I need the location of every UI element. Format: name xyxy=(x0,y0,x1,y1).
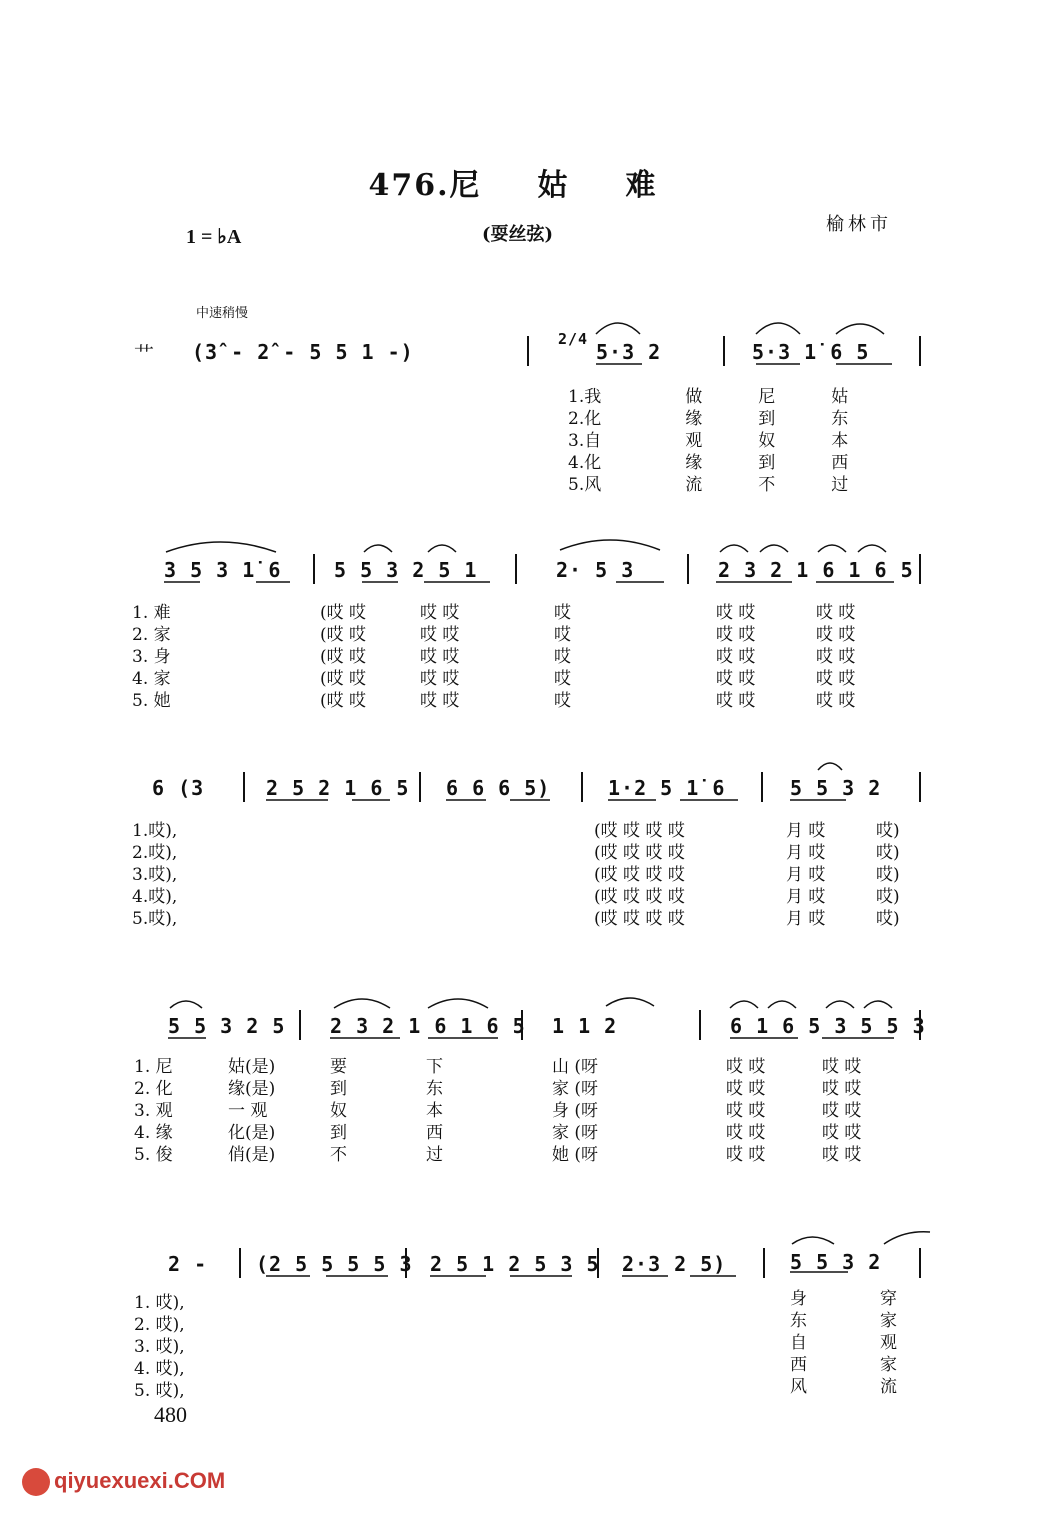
lyric-syllable: 哎 哎 xyxy=(816,691,856,711)
lyric-syllable: 西 xyxy=(831,453,849,473)
lyric-row xyxy=(554,686,571,711)
lyric-syllable: (哎 哎 哎 哎 xyxy=(594,821,685,841)
lyric-syllable: 哎 哎 xyxy=(716,647,756,667)
lyric-syllable: 哎 哎 xyxy=(816,603,856,623)
lyric-syllable: 哎) xyxy=(876,843,900,863)
site-watermark xyxy=(22,1468,225,1496)
slur xyxy=(730,1001,758,1008)
lyric-syllable: 一 观 xyxy=(228,1101,268,1121)
lyric-syllable: 哎) xyxy=(876,887,900,907)
measure-notes: 2· 5 3 xyxy=(556,558,635,582)
title-char: 姑 xyxy=(537,168,570,203)
lyric-syllable: 月 哎 xyxy=(786,909,826,929)
lyric-syllable: 哎 哎 xyxy=(726,1101,766,1121)
lyric-syllable: 哎 哎 xyxy=(420,603,460,623)
lyric-syllable: (哎 哎 哎 哎 xyxy=(594,909,685,929)
lyric-syllable: 哎 哎 xyxy=(420,647,460,667)
measure-notes: 5 5 3 2 5 xyxy=(168,1014,286,1038)
lyric-syllable: 缘(是) xyxy=(228,1079,276,1099)
lyric-syllable: 1. 尼 xyxy=(134,1057,173,1077)
measure-notes: 2 - xyxy=(168,1252,208,1276)
slur xyxy=(768,1001,796,1008)
slur xyxy=(560,540,660,550)
watermark-logo-icon xyxy=(22,1468,50,1496)
lyric-syllable: (哎 哎 哎 哎 xyxy=(594,865,685,885)
lyric-syllable: 哎 哎 xyxy=(726,1057,766,1077)
lyric-syllable: 到 xyxy=(330,1123,347,1143)
lyric-syllable: 化(是) xyxy=(228,1123,276,1143)
lyric-syllable: 3.自 xyxy=(568,431,602,451)
lyric-syllable: (哎 哎 xyxy=(320,625,367,645)
lyric-syllable: 哎 哎 xyxy=(822,1123,862,1143)
title-char: 尼 xyxy=(449,168,482,203)
lyric-syllable: 2.化 xyxy=(568,409,602,429)
lyric-syllable: 哎 xyxy=(554,691,571,711)
lyric-syllable: 2. 家 xyxy=(132,625,171,645)
lyric-syllable: 2.哎), xyxy=(132,843,178,863)
lyric-syllable: 哎 哎 xyxy=(716,603,756,623)
lyric-syllable: 过 xyxy=(426,1145,443,1165)
slur xyxy=(884,1232,930,1244)
slur xyxy=(364,545,392,552)
lyric-syllable: 哎 哎 xyxy=(716,691,756,711)
lyric-syllable: 过 xyxy=(831,475,849,495)
key-signature: 1 = ♭A xyxy=(186,226,242,248)
lyric-syllable: 1.哎), xyxy=(132,821,178,841)
lyric-syllable: 自 xyxy=(790,1333,807,1353)
lyric-syllable: 家 (呀 xyxy=(552,1123,599,1143)
lyric-syllable: 哎 哎 xyxy=(726,1079,766,1099)
lyric-syllable: 哎 xyxy=(554,625,571,645)
lyric-syllable: 哎 xyxy=(554,669,571,689)
slur xyxy=(858,545,886,552)
lyric-syllable: 4.化 xyxy=(568,453,602,473)
lyric-syllable: 月 哎 xyxy=(786,865,826,885)
lyric-row xyxy=(132,686,171,711)
measure-notes: 5 5 3 2 xyxy=(790,1250,882,1274)
lyric-syllable: 不 xyxy=(330,1145,347,1165)
lyric-syllable: (哎 哎 xyxy=(320,691,367,711)
lyric-syllable: 缘 xyxy=(685,409,703,429)
lyric-syllable: 本 xyxy=(426,1101,443,1121)
slur xyxy=(818,545,846,552)
lyric-syllable: 1.我 xyxy=(568,387,602,407)
slur xyxy=(818,763,842,770)
lyric-syllable: 哎 xyxy=(554,603,571,623)
measure-notes: 2 3 2 1 6 1 6 5 xyxy=(330,1014,526,1038)
lyric-syllable: 4. 家 xyxy=(132,669,171,689)
lyric-syllable: 哎 哎 xyxy=(816,669,856,689)
title-char: 难 xyxy=(625,168,658,203)
page-number: 480 xyxy=(154,1402,187,1427)
lyric-row xyxy=(320,686,366,711)
lyric-syllable: 观 xyxy=(880,1333,897,1353)
lyric-syllable: 流 xyxy=(685,475,703,495)
lyric-syllable: 哎 哎 xyxy=(816,647,856,667)
lyric-row xyxy=(716,686,755,711)
song-title xyxy=(0,160,1054,204)
lyric-syllable: 3. 身 xyxy=(132,647,171,667)
lyric-syllable: 哎 xyxy=(554,647,571,667)
lyric-row xyxy=(816,686,855,711)
slur xyxy=(836,324,884,334)
genre-label: (耍丝弦) xyxy=(482,224,554,245)
slur xyxy=(760,545,788,552)
lyric-syllable: 做 xyxy=(685,387,703,407)
lyric-syllable: 东 xyxy=(831,409,849,429)
lyric-syllable: 哎 哎 xyxy=(420,691,460,711)
lyric-syllable: 山 (呀 xyxy=(552,1057,599,1077)
slur xyxy=(170,1001,202,1008)
lyric-syllable: 风 xyxy=(790,1377,807,1397)
lyric-syllable: 5. 俊 xyxy=(134,1145,173,1165)
measure-notes: 2 3 2 1 6 1 6 5 xyxy=(718,558,914,582)
slur xyxy=(826,1001,854,1008)
lyric-syllable: 穿 xyxy=(880,1289,897,1309)
measure-notes: 2 5 2 1 6 5 xyxy=(266,776,410,800)
lyric-row xyxy=(568,470,848,495)
lyric-syllable: 哎 哎 xyxy=(420,625,460,645)
lyric-syllable: 下 xyxy=(426,1057,443,1077)
lyric-row xyxy=(420,686,459,711)
measure-notes: 2·3 2 5) xyxy=(622,1252,727,1276)
lyric-syllable: 哎 哎 xyxy=(816,625,856,645)
lyric-syllable: 身 xyxy=(790,1289,807,1309)
lyric-syllable: 观 xyxy=(685,431,703,451)
lyric-syllable: 哎 哎 xyxy=(726,1123,766,1143)
lyric-syllable: 3. 观 xyxy=(134,1101,173,1121)
time-signature: 2/4 xyxy=(558,330,589,348)
lyric-syllable: 姑 xyxy=(831,387,849,407)
lyric-syllable: 西 xyxy=(790,1355,807,1375)
slur xyxy=(166,542,276,552)
lyric-syllable: 身 (呀 xyxy=(552,1101,599,1121)
lyric-syllable: 1. 难 xyxy=(132,603,171,623)
lyric-syllable: 家 xyxy=(880,1311,897,1331)
lyric-syllable: 4.哎), xyxy=(132,887,178,907)
measure-notes: 5·3 1̇ 6 5 xyxy=(752,340,870,364)
lyric-syllable: (哎 哎 xyxy=(320,603,367,623)
lyric-syllable: 5.风 xyxy=(568,475,602,495)
slur xyxy=(334,999,390,1008)
lyric-syllable: 5. 哎), xyxy=(134,1381,185,1401)
lyric-syllable: 不 xyxy=(758,475,776,495)
lyric-syllable: 月 哎 xyxy=(786,843,826,863)
lyric-syllable: 哎 哎 xyxy=(716,669,756,689)
lyric-syllable: 月 哎 xyxy=(786,821,826,841)
lyric-syllable: 3.哎), xyxy=(132,865,178,885)
slur xyxy=(792,1237,834,1244)
lyric-syllable: 奴 xyxy=(330,1101,347,1121)
lyric-syllable: 要 xyxy=(330,1057,347,1077)
lyric-syllable: (哎 哎 xyxy=(320,647,367,667)
lyric-syllable: 姑(是) xyxy=(228,1057,276,1077)
song-number: 476. xyxy=(368,168,450,203)
lyric-syllable: 2. 化 xyxy=(134,1079,173,1099)
lyric-syllable: 哎 哎 xyxy=(420,669,460,689)
measure-notes: 5 5 3 2 5 1 xyxy=(334,558,478,582)
region-label: 榆林市 xyxy=(826,214,892,235)
lyric-syllable: 哎 哎 xyxy=(822,1057,862,1077)
watermark-text: qiyuexuexi.COM xyxy=(54,1468,226,1493)
lyric-syllable: 哎 哎 xyxy=(716,625,756,645)
lyric-syllable: 哎 哎 xyxy=(822,1101,862,1121)
measure-notes: 2 5 1 2 5 3 5 xyxy=(430,1252,600,1276)
slur xyxy=(864,1001,892,1008)
lyric-syllable: 家 (呀 xyxy=(552,1079,599,1099)
lyric-syllable: 流 xyxy=(880,1377,897,1397)
measure-notes: 6 (3 xyxy=(152,776,205,800)
measure-notes: 3 5 3 1̇ 6 xyxy=(164,558,282,582)
measure-notes: 1·2 5 1̇ 6 xyxy=(608,776,726,800)
lyric-syllable: (哎 哎 哎 哎 xyxy=(594,843,685,863)
slur xyxy=(756,323,800,334)
slur xyxy=(606,998,654,1006)
slur xyxy=(720,545,748,552)
lyric-syllable: 哎) xyxy=(876,909,900,929)
lyric-syllable: 3. 哎), xyxy=(134,1337,185,1357)
lyric-syllable: 5. 她 xyxy=(132,691,171,711)
lyric-syllable: 哎 哎 xyxy=(822,1145,862,1165)
lyric-syllable: 尼 xyxy=(758,387,776,407)
slur xyxy=(596,323,640,334)
lyric-syllable: 哎) xyxy=(876,865,900,885)
lyric-syllable: 家 xyxy=(880,1355,897,1375)
measure-notes: 6 1 6 5 3 5 5 3 xyxy=(730,1014,926,1038)
lyric-syllable: 本 xyxy=(831,431,849,451)
lyric-syllable: 东 xyxy=(426,1079,443,1099)
lyric-syllable: 4. 哎), xyxy=(134,1359,185,1379)
lyric-syllable: 西 xyxy=(426,1123,443,1143)
lyric-syllable: 5.哎), xyxy=(132,909,178,929)
lyric-syllable: (哎 哎 哎 哎 xyxy=(594,887,685,907)
lyric-syllable: 哎) xyxy=(876,821,900,841)
lyric-syllable: 她 (呀 xyxy=(552,1145,599,1165)
lyric-syllable: 1. 哎), xyxy=(134,1293,185,1313)
lyric-syllable: 到 xyxy=(758,409,776,429)
lyric-syllable: 俏(是) xyxy=(228,1145,276,1165)
free-meter-mark: 艹 xyxy=(134,342,154,366)
lyric-syllable: 缘 xyxy=(685,453,703,473)
measure-notes: 5·3 2 xyxy=(596,340,662,364)
lyric-syllable: 到 xyxy=(758,453,776,473)
lyric-syllable: 到 xyxy=(330,1079,347,1099)
lyric-syllable: 奴 xyxy=(758,431,776,451)
tempo-marking: 中速稍慢 xyxy=(196,306,249,321)
slur xyxy=(428,999,488,1008)
lyric-syllable: 东 xyxy=(790,1311,807,1331)
measure-notes: 1 1 2 xyxy=(552,1014,618,1038)
lyric-syllable: 哎 哎 xyxy=(822,1079,862,1099)
lyric-syllable: 哎 哎 xyxy=(726,1145,766,1165)
lyric-syllable: 2. 哎), xyxy=(134,1315,185,1335)
lyric-syllable: 月 哎 xyxy=(786,887,826,907)
lyric-syllable: (哎 哎 xyxy=(320,669,367,689)
slur xyxy=(428,545,456,552)
measure-notes: 6 6 6 5) xyxy=(446,776,551,800)
measure-notes: (3̂ - 2̂ - 5 5 1 -) xyxy=(192,340,414,364)
lyric-syllable: 4. 缘 xyxy=(134,1123,173,1143)
measure-notes: (2 5 5 5 5 3 xyxy=(256,1252,413,1276)
measure-notes: 5 5 3 2 xyxy=(790,776,882,800)
